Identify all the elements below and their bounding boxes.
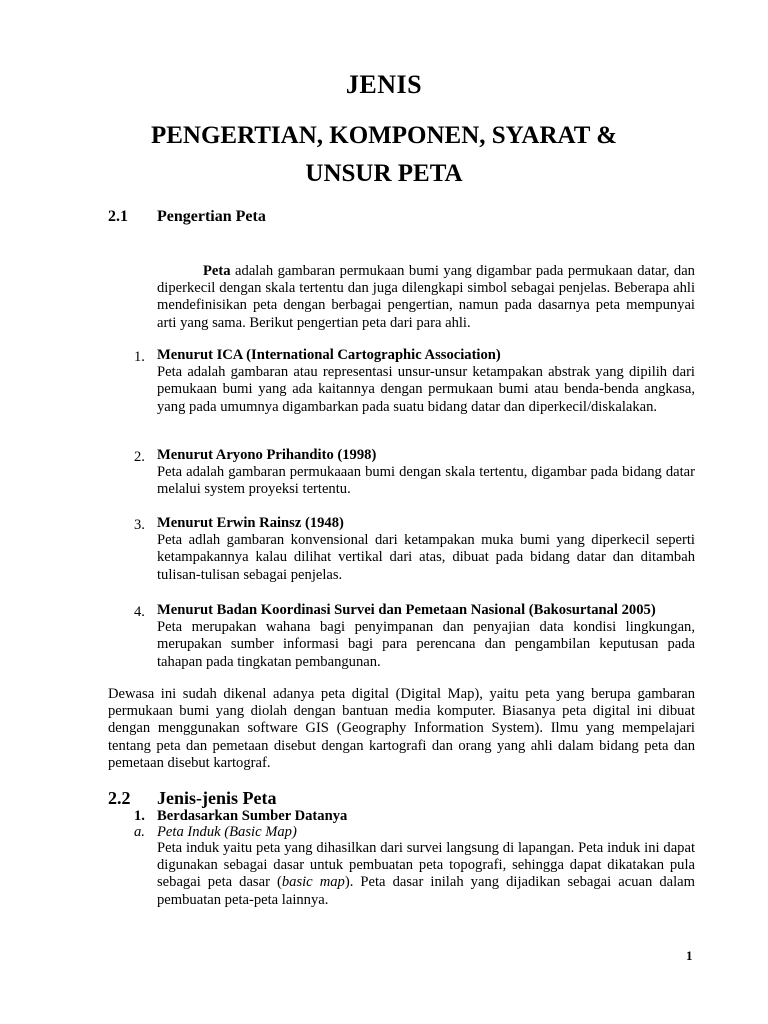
sub-a-letter: a. bbox=[134, 824, 145, 840]
section-1-number: 2.1 bbox=[108, 208, 128, 225]
list-item-2 bbox=[157, 447, 695, 499]
list-item-1 bbox=[157, 347, 695, 416]
subsection-1-heading: Berdasarkan Sumber Datanya bbox=[157, 808, 348, 824]
section-1-heading bbox=[108, 208, 266, 226]
list-item-2-number: 2. bbox=[134, 449, 145, 465]
intro-bold-term: Peta bbox=[203, 263, 231, 279]
list-item-2-body: Peta adalah gambaran permukaaan bumi dengan skala tertentu, digambar pada bidang datar melalui system proyeksi tertentu. bbox=[157, 464, 695, 498]
doc-subtitle bbox=[0, 117, 768, 193]
sub-a-title: Peta Induk (Basic Map) bbox=[157, 824, 297, 840]
list-item-1-heading: Menurut ICA (International Cartographic Association) bbox=[157, 347, 501, 363]
section-1-closing: Dewasa ini sudah dikenal adanya peta digital (Digital Map), yaitu peta yang berupa gambaran permukaan bumi yang diolah dengan bantuan media komputer. Biasanya peta digital ini dibuat dengan menggunakan software GIS (Geography Information System). Ilmu yang mempelajari tentang peta dan pemetaan disebut dengan kartografi dan orang yang ahli dalam bidang peta dan pemetaan disebut kartograf. bbox=[108, 686, 695, 771]
section-1-title: Pengertian Peta bbox=[157, 208, 266, 225]
sub-a-body-italic: basic map bbox=[281, 874, 345, 891]
list-item-4-heading: Menurut Badan Koordinasi Survei dan Pemetaan Nasional (Bakosurtanal 2005) bbox=[157, 602, 656, 618]
intro-text: adalah gambaran permukaan bumi yang digambar pada permukaan datar, dan diperkecil dengan skala tertentu dan juga dilengkapi simbol sebagai penjelas. Beberapa ahli mendefinisikan peta dengan berbagai pengertian, namun pada dasarnya peta mempunyai arti yang sama. Berikut pengertian peta dari para ahli. bbox=[157, 263, 695, 331]
sub-a-body bbox=[157, 840, 695, 909]
list-item-4-body: Peta merupakan wahana bagi penyimpanan dan penyajian data kondisi lingkungan, merupakan sumber informasi bagi para perencana dan pengambilan keputusan pada tahapan pada tingkatan pembangunan. bbox=[157, 619, 695, 670]
sub-a-body-part-2: ). Peta dasar inilah yang dijadikan sebagai acuan dalam pembuatan peta-peta lainnya. bbox=[157, 874, 695, 908]
section-2-title: Jenis-jenis Peta bbox=[157, 788, 277, 808]
section-2-number: 2.2 bbox=[108, 788, 131, 808]
list-item-4 bbox=[157, 602, 695, 671]
list-item-3-number: 3. bbox=[134, 517, 145, 533]
list-item-3-body: Peta adlah gambaran konvensional dari ketampakan muka bumi yang diperkecil seperti ketampakannya kalau dilihat vertikal dari atas, dibuat pada bidang datar dan ditambah tulisan-tulisan sebagai penjelas. bbox=[157, 532, 695, 583]
page-number: 1 bbox=[686, 948, 693, 963]
subsection-1-number: 1. bbox=[134, 808, 145, 824]
list-item-4-number: 4. bbox=[134, 604, 145, 620]
list-item-2-heading: Menurut Aryono Prihandito (1998) bbox=[157, 447, 377, 463]
sub-a-body-part-1: Peta induk yaitu peta yang dihasilkan dari survei langsung di lapangan. Peta induk ini dapat digunakan sebagai dasar untuk pembuatan peta topografi, sehingga dapat dikatakan pula sebagai peta dasar ( bbox=[157, 840, 695, 891]
section-1-intro bbox=[157, 263, 695, 332]
list-item-1-body: Peta adalah gambaran atau representasi unsur-unsur ketampakan abstrak yang dipilih dari pemukaan bumi yang ada kaitannya dengan permukaan bumi atau benda-benda angkasa, yang pada umumnya digambarkan pada suatu bidang datar dan diperkecil/diskalakan. bbox=[157, 364, 695, 415]
doc-subtitle-line-2: UNSUR PETA bbox=[305, 160, 463, 187]
list-item-3-heading: Menurut Erwin Rainsz (1948) bbox=[157, 515, 344, 531]
section-2-heading bbox=[108, 788, 277, 809]
list-item-1-number: 1. bbox=[134, 349, 145, 365]
list-item-3 bbox=[157, 515, 695, 584]
doc-subtitle-line-1: PENGERTIAN, KOMPONEN, SYARAT & bbox=[150, 122, 618, 149]
doc-title: JENIS bbox=[345, 70, 423, 99]
